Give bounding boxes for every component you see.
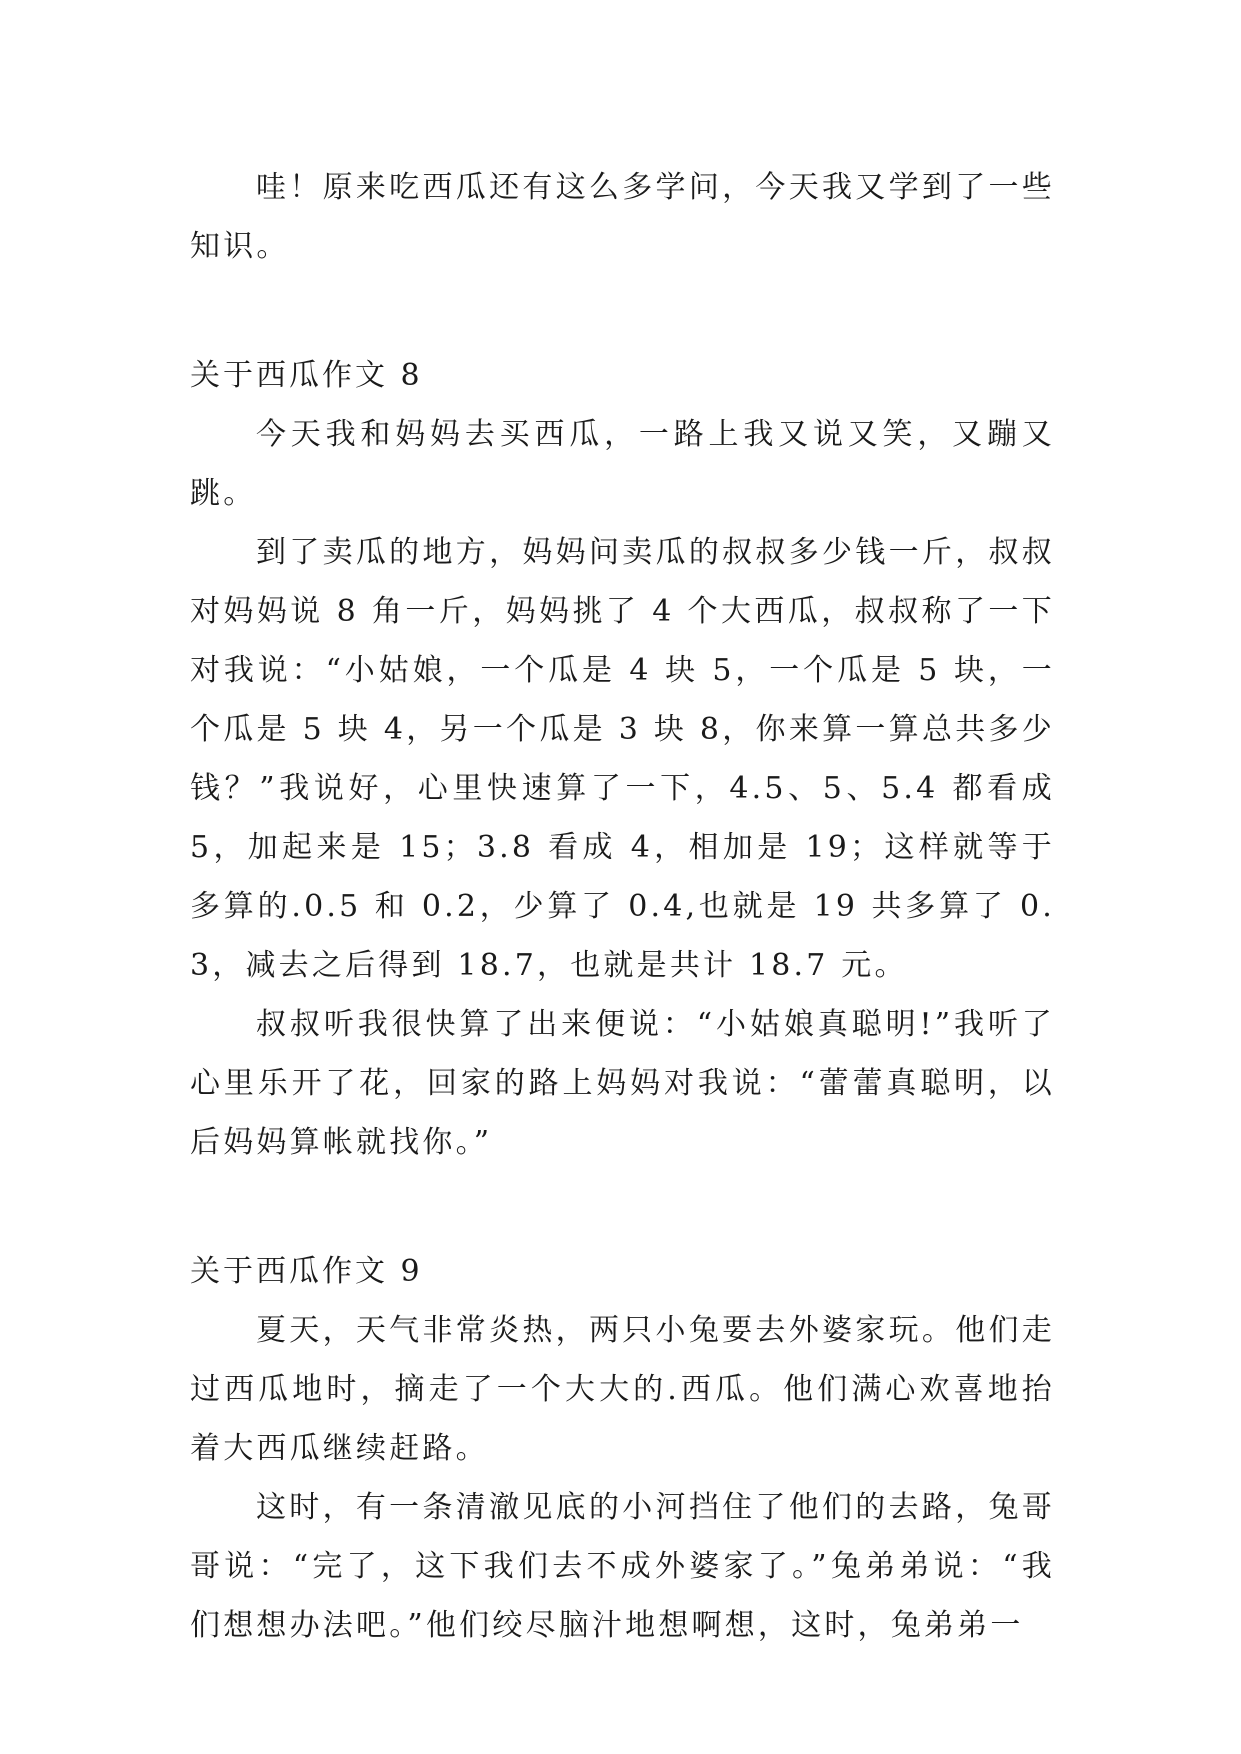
section-8-paragraph-3: 叔叔听我很快算了出来便说：“小姑娘真聪明!”我听了心里乐开了花，回家的路上妈妈对我说：“蕾蕾真聪明，以后妈妈算帐就找你。” — [190, 1007, 1055, 1160]
section-spacer — [190, 1172, 1055, 1242]
section-9-heading: 关于西瓜作文 9 — [190, 1254, 423, 1289]
section-9-paragraph-2: 这时，有一条清澈见底的小河挡住了他们的去路，兔哥哥说：“完了，这下我们去不成外婆家了。”兔弟弟说：“我们想想办法吧。”他们绞尽脑汁地想啊想，这时，兔弟弟一 — [190, 1490, 1055, 1643]
intro-paragraph: 哇！原来吃西瓜还有这么多学问，今天我又学到了一些知识。 — [190, 170, 1055, 264]
section-8-paragraph-2: 到了卖瓜的地方，妈妈问卖瓜的叔叔多少钱一斤，叔叔对妈妈说 8 角一斤，妈妈挑了 4 个大西瓜，叔叔称了一下对我说：“小姑娘，一个瓜是 4 块 5，一个瓜是 5 块，一个瓜是 5 块 4，另一个瓜是 3 块 8，你来算一算总共多少钱？”我说好，心里快速算了一下，4.5、5、5.4 都看成 5，加起来是 15；3.8 看成 4，相加是 19；这样就等于多算的.0.5 和 0.2，少算了 0.4,也就是 19 共多算了 0.3，减去之后得到 18.7，也就是共计 18.7 元。 — [190, 535, 1055, 983]
document-page — [190, 158, 1055, 1655]
section-8-paragraph-1: 今天我和妈妈去买西瓜，一路上我又说又笑，又蹦又跳。 — [190, 417, 1055, 511]
section-8-heading: 关于西瓜作文 8 — [190, 358, 423, 393]
section-spacer — [190, 276, 1055, 346]
section-9-paragraph-1: 夏天，天气非常炎热，两只小兔要去外婆家玩。他们走过西瓜地时，摘走了一个大大的.西瓜。他们满心欢喜地抬着大西瓜继续赶路。 — [190, 1313, 1055, 1466]
